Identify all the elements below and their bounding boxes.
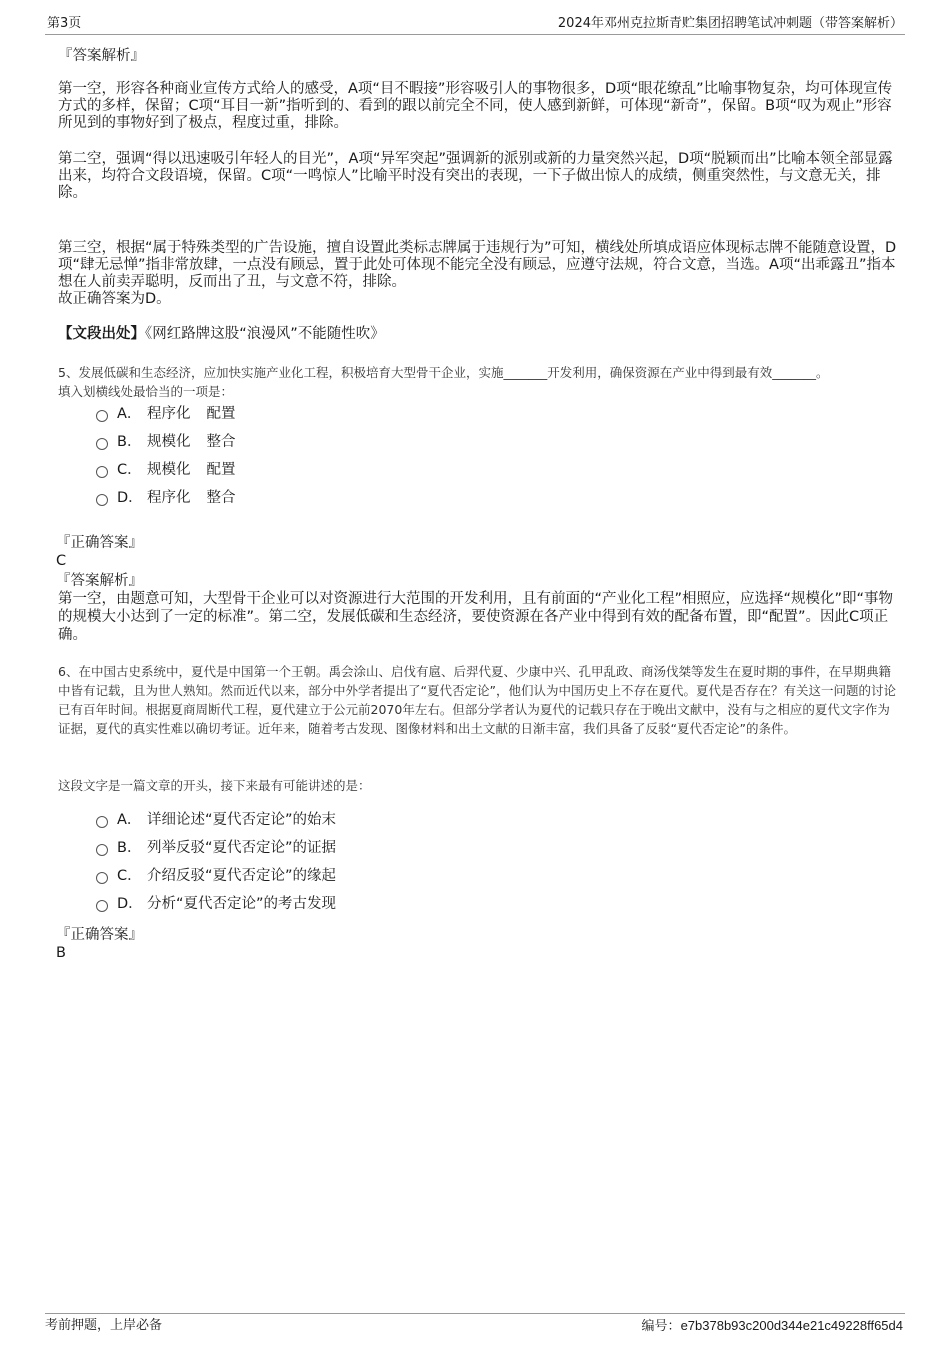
radio-icon[interactable]	[96, 900, 108, 912]
page-footer	[45, 1313, 905, 1334]
option-letter: C．	[117, 868, 142, 884]
document-title: 2024年邓州克拉斯青贮集团招聘笔试冲刺题（带答案解析）	[557, 16, 903, 31]
page-number: 第3页	[47, 16, 82, 31]
q5-analysis-heading: 『答案解析』	[56, 573, 143, 589]
option-text: 列举反驳“夏代否定论”的证据	[147, 840, 337, 856]
option-letter: D．	[117, 490, 143, 506]
option-text: 介绍反驳“夏代否定论”的缘起	[147, 868, 337, 884]
q4-analysis-p1: 第一空，形容各种商业宣传方式给人的感受，A项“目不暇接”形容吸引人的事物很多，D项“眼花缭乱”比喻事物复杂，均可体现宣传方式的多样，保留；C项“耳目一新”指听到的、看到的跟以前完全不同，使人感到新鲜，可体现“新奇”，保留。B项“叹为观止”形容所见到的事物好到了极点，程度过重，排除。	[58, 81, 893, 131]
q4-analysis-p2: 第二空，强调“得以迅速吸引年轻人的目光”，A项“异军突起”强调新的派别或新的力量突然兴起，D项“脱颖而出”比喻本领全部显露出来，均符合文段语境，保留。C项“一鸣惊人”比喻平时没有突出的表现，一下子做出惊人的成绩，侧重突然性，与文意无关，排除。	[58, 151, 893, 201]
q6-option-a[interactable]	[96, 810, 336, 830]
q5-stem-line2: 填入划横线处最恰当的一项是：	[58, 384, 234, 399]
option-word1: 程序化	[147, 490, 191, 506]
radio-icon[interactable]	[96, 816, 108, 828]
q5-analysis: 第一空，由题意可知，大型骨干企业可以对资源进行大范围的开发利用，且有前面的“产业化工程”相照应，应选择“规模化”即“事物的规模大小达到了一定的标准”。第二空，发展低碳和生态经济，要使资源在各产业中得到有效的配备布置，即“配置”。因此C项正确。	[58, 591, 894, 643]
q4-analysis-p3: 第三空，根据“属于特殊类型的广告设施，擅自设置此类标志牌属于违规行为”可知，横线处所填成语应体现标志牌不能随意设置，D项“肆无忌惮”指非常放肆，一点没有顾忌，置于此处可体现不能完全没有顾忌，应遵守法规，符合文意，当选。A项“出乖露丑”指本想在人前卖弄聪明，反而出了丑，与文意不符，排除。	[58, 240, 897, 290]
option-text: 详细论述“夏代否定论”的始末	[147, 812, 337, 828]
option-letter: A．	[117, 406, 142, 422]
q5-option-c[interactable]	[96, 460, 236, 480]
q5-stem	[58, 363, 908, 401]
q5-stem-line1: 5、发展低碳和生态经济，应加快实施产业化工程，积极培育大型骨干企业，实施_______开发利用，确保资源在产业中得到最有效_______。	[58, 365, 829, 380]
option-word2: 配置	[206, 462, 236, 478]
q6-option-d[interactable]	[96, 894, 336, 914]
option-letter: B．	[117, 434, 142, 450]
q4-source	[58, 326, 898, 343]
source-label: 【文段出处】	[58, 326, 145, 342]
footer-code	[642, 1317, 903, 1336]
radio-icon[interactable]	[96, 410, 108, 422]
option-word2: 配置	[206, 406, 236, 422]
footer-slogan: 考前押题，上岸必备	[45, 1318, 163, 1333]
q5-option-b[interactable]	[96, 432, 236, 452]
option-letter: B．	[117, 840, 142, 856]
q6-option-c[interactable]	[96, 866, 336, 886]
source-title: 《网红路牌这股“浪漫风”不能随性吹》	[145, 326, 385, 342]
radio-icon[interactable]	[96, 494, 108, 506]
radio-icon[interactable]	[96, 872, 108, 884]
q5-answer: C	[56, 553, 67, 569]
q5-option-a[interactable]	[96, 404, 236, 424]
q6-question: 这段文字是一篇文章的开头，接下来最有可能讲述的是：	[58, 778, 371, 793]
option-word2: 整合	[206, 490, 236, 506]
code-value: e7b378b93c200d344e21c49228ff65d4	[680, 1318, 903, 1333]
option-letter: C．	[117, 462, 142, 478]
q6-answer-heading: 『正确答案』	[56, 927, 143, 943]
radio-icon[interactable]	[96, 844, 108, 856]
option-word1: 程序化	[147, 406, 191, 422]
q6-answer: B	[56, 945, 66, 961]
radio-icon[interactable]	[96, 438, 108, 450]
option-letter: A．	[117, 812, 142, 828]
option-word1: 规模化	[147, 462, 191, 478]
option-letter: D．	[117, 896, 143, 912]
q4-conclusion: 故正确答案为D。	[58, 291, 171, 307]
q5-answer-heading: 『正确答案』	[56, 535, 143, 551]
option-text: 分析“夏代否定论”的考古发现	[147, 896, 337, 912]
q6-stem: 6、在中国古史系统中，夏代是中国第一个王朝。禹会涂山、启伐有扈、后羿代夏、少康中兴、孔甲乱政、商汤伐桀等发生在夏时期的事件，在早期典籍中皆有记载，且为世人熟知。然而近代以来，部分中外学者提出了“夏代否定论”，他们认为中国历史上不存在夏代。夏代是否存在？有关这一问题的讨论已有百年时间。根据夏商周断代工程，夏代建立于公元前2070年左右。但部分学者认为夏代的记载只存在于晚出文献中，没有与之相应的夏代文字作为证据，夏代的真实性难以确切考证。近年来，随着考古发现、图像材料和出土文献的日渐丰富，我们具备了反驳“夏代否定论”的条件。	[58, 664, 896, 736]
page-header	[45, 14, 905, 35]
option-word2: 整合	[206, 434, 236, 450]
q6-option-b[interactable]	[96, 838, 336, 858]
code-label: 编号：	[641, 1319, 681, 1334]
q4-analysis-heading: 『答案解析』	[58, 48, 145, 64]
option-word1: 规模化	[147, 434, 191, 450]
radio-icon[interactable]	[96, 466, 108, 478]
q5-option-d[interactable]	[96, 488, 236, 508]
